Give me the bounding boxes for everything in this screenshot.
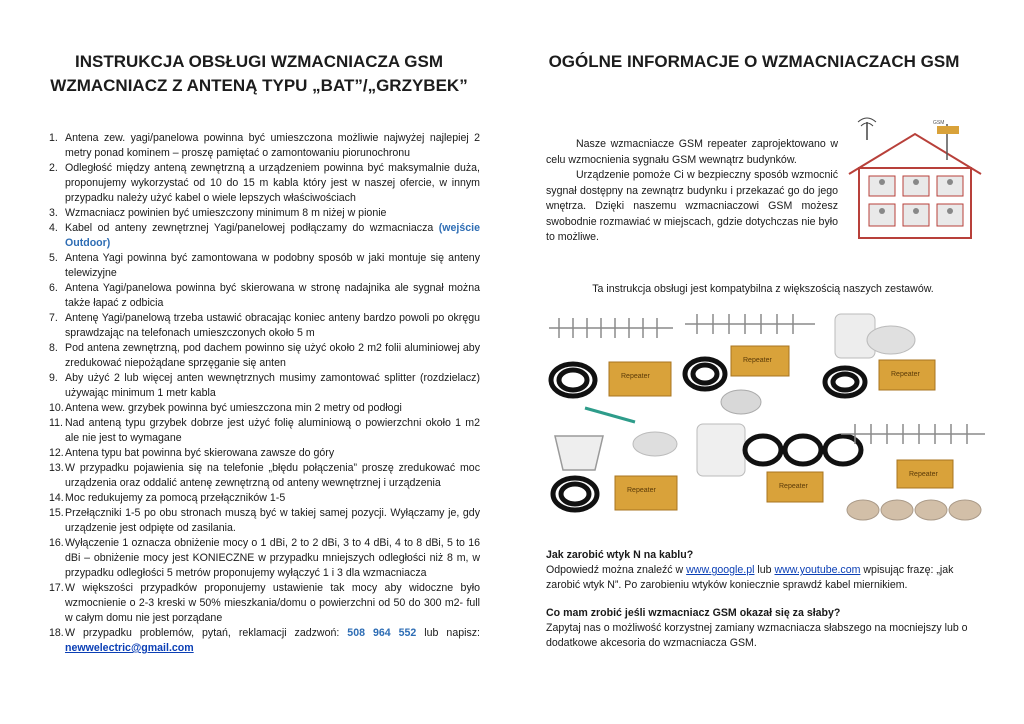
title-line-1: INSTRUKCJA OBSŁUGI WZMACNIACZA GSM bbox=[75, 52, 443, 71]
instruction-text: Kabel od anteny zewnętrznej Yagi/panelowej podłączamy do wzmacniacza bbox=[65, 222, 439, 234]
instruction-item bbox=[44, 251, 480, 281]
mushroom-antennas-group bbox=[847, 500, 981, 520]
intro-paragraph-2: Urządzenie pomoże Ci w bezpieczny sposób wzmocnić sygnał dostępny na zewnątrz budynku i przekazać go do jego wnętrza. Dzięki naszemu wzmacniaczowi GSM możesz swobodnie rozmawiać w miejscach, gdzie dotychczas nie było to możliwe. bbox=[546, 169, 838, 243]
svg-text:Repeater: Repeater bbox=[743, 357, 772, 364]
youtube-link[interactable]: www.youtube.com bbox=[774, 564, 861, 576]
instruction-text: Odległość między anteną zewnętrzną a urządzeniem powinna być maksymalnie duża, proponujemy wykorzystać od 10 do 15 m kabla który jest w naszej ofercie, w innym przypadku należy użyć kabel o wiele lepszych właściwościach bbox=[65, 162, 480, 204]
instruction-number: 15. bbox=[49, 507, 64, 519]
instruction-number: 11. bbox=[49, 417, 63, 429]
instruction-item bbox=[44, 206, 480, 221]
instruction-item bbox=[44, 311, 480, 341]
instruction-text: Moc redukujemy za pomocą przełączników 1-5 bbox=[65, 492, 286, 504]
yagi-antenna-icon-3 bbox=[841, 424, 985, 444]
instruction-item bbox=[44, 161, 480, 206]
instruction-number: 7. bbox=[49, 312, 58, 324]
instruction-text: Antena zew. yagi/panelowa powinna być umieszczona możliwie najwyżej najlepiej 2 metry ponad kominem – proszę pamiętać o zamontowaniu piorunochronu bbox=[65, 132, 480, 159]
log-periodic-antenna-icon bbox=[555, 436, 603, 470]
panel-antenna-icon-2 bbox=[697, 424, 745, 476]
instruction-number: 9. bbox=[49, 372, 58, 384]
instruction-number: 2. bbox=[49, 162, 58, 174]
svg-text:Repeater: Repeater bbox=[891, 371, 920, 378]
yagi-antenna-icon-2 bbox=[685, 314, 815, 334]
instruction-text: Wyłączenie 1 oznacza obniżenie mocy o 1 dBi, 2 to 2 dBi, 3 to 4 dBi, 4 to 8 dBi, 5 to 16 dBi – obniżenie mocy jest KONIECZNE w przypadku mniejszych odległości niż 8 m, w przypadku odległości 5 metrów proponujemy wyłączyć 1 i 3 dla wzmacniacza bbox=[65, 537, 480, 579]
title-line-2: WZMACNIACZ Z ANTENĄ TYPU „BAT”/„GRZYBEK” bbox=[50, 76, 468, 95]
general-info-column bbox=[545, 50, 981, 74]
instruction-text: W większości przypadków proponujemy ustawienie tak mocy aby widoczne było wzmocnienie o 2-3 kreski w 50% mieszkania/domu o powierzchni od 50 do 300 m2- full w całym domu nie jest porządane bbox=[65, 582, 480, 624]
instruction-text: Pod antena zewnętrzną, pod dachem powinno się użyć około 2 m2 folii aluminiowej aby zredukować niepożądane sprzęganie się anten bbox=[65, 342, 480, 369]
whip-antenna-icon bbox=[585, 408, 635, 422]
instruction-item bbox=[44, 371, 480, 401]
svg-text:Repeater: Repeater bbox=[621, 373, 650, 380]
instruction-text: Antena typu bat powinna być skierowana zawsze do góry bbox=[65, 447, 335, 459]
repeater-icon bbox=[609, 362, 671, 396]
faq-answer-1-text-b: lub bbox=[754, 564, 775, 576]
instruction-number: 16. bbox=[49, 537, 64, 549]
cable-coil-icon bbox=[551, 364, 595, 396]
mushroom-antenna-icon-2 bbox=[867, 326, 915, 354]
instruction-text: Aby użyć 2 lub więcej anten wewnętrznych musimy zamontować splitter (rozdzielacz) używając minimum 1 metr kabla bbox=[65, 372, 480, 399]
email-link[interactable]: newwelectric@gmail.com bbox=[65, 642, 194, 654]
outdoor-antenna-icon bbox=[937, 126, 959, 134]
instruction-number: 8. bbox=[49, 342, 58, 354]
instruction-highlight: (wejście Outdoor) bbox=[65, 222, 480, 249]
svg-text:Repeater: Repeater bbox=[909, 471, 938, 478]
instruction-number: 10. bbox=[49, 402, 64, 414]
instruction-text: Antena Yagi powinna być zamontowana w podobny sposób w jaki montuje się anteny telewizyjne bbox=[65, 252, 480, 279]
instruction-number: 12. bbox=[49, 447, 64, 459]
faq-question-1: Jak zarobić wtyk N na kablu? bbox=[546, 549, 694, 561]
instruction-text: Wzmacniacz powinien być umieszczony minimum 8 m niżej w pionie bbox=[65, 207, 387, 219]
instruction-item bbox=[44, 446, 480, 461]
house-gsm-label: GSM bbox=[933, 120, 945, 126]
instruction-item bbox=[44, 401, 480, 416]
instruction-item bbox=[44, 506, 480, 536]
instruction-number: 4. bbox=[49, 222, 58, 234]
mushroom-antenna-icon bbox=[721, 390, 761, 414]
instruction-number: 17. bbox=[49, 582, 64, 594]
cable-coil-icon-3 bbox=[825, 368, 865, 396]
signal-tower-icon bbox=[858, 118, 876, 140]
cable-coil-icon-4 bbox=[553, 478, 597, 510]
instruction-item bbox=[44, 131, 480, 161]
faq-answer-1-text-c: wpisując frazę: „jak zarobić wtyk N”. Po zarobieniu wtyków koniecznie sprawdź kabel miernikiem. bbox=[546, 564, 954, 591]
faq-answer-1-text-a: Odpowiedź można znaleźć w bbox=[546, 564, 687, 576]
instruction-item bbox=[44, 461, 480, 491]
instruction-item bbox=[44, 341, 480, 371]
instruction-item bbox=[44, 626, 480, 656]
phone-number[interactable]: 508 964 552 bbox=[347, 627, 417, 639]
instruction-number: 5. bbox=[49, 252, 58, 264]
instruction-number: 3. bbox=[49, 207, 58, 219]
instruction-text: Antena Yagi/panelowa powinna być skierowana w stronę nadajnika ale sygnał można także łapać z odbicia bbox=[65, 282, 480, 309]
instruction-number: 13. bbox=[49, 462, 64, 474]
instruction-text: Nad anteną typu grzybek dobrze jest użyć folię aluminiową o powierzchni około 1 m2 ale nie jest to wymagane bbox=[65, 417, 480, 444]
instruction-text: W przypadku problemów, pytań, reklamacji zadzwoń: bbox=[65, 627, 348, 639]
instruction-number: 1. bbox=[49, 132, 58, 144]
instruction-item bbox=[44, 581, 480, 626]
instructions-title bbox=[44, 50, 474, 98]
instruction-number: 14. bbox=[49, 492, 64, 504]
intro-paragraph-1: Nasze wzmacniacze GSM repeater zaprojektowano w celu wzmocnienia sygnału GSM wewnątrz budynków. bbox=[546, 138, 838, 166]
house-illustration bbox=[845, 116, 985, 242]
compatibility-note: Ta instrukcja obsługi jest kompatybilna z większością naszych zestawów. bbox=[592, 283, 934, 295]
instruction-item bbox=[44, 281, 480, 311]
yagi-antenna-icon bbox=[549, 318, 673, 338]
product-kits-illustration bbox=[545, 310, 993, 530]
svg-text:Repeater: Repeater bbox=[779, 483, 808, 490]
faq-answer-1 bbox=[546, 563, 976, 593]
instruction-text: Antenę Yagi/panelową trzeba ustawić obracając koniec anteny bardzo powoli po okręgu sprawdzając na telefonach umieszczonych około 5 m bbox=[65, 312, 480, 339]
faq-question-2: Co mam zrobić jeśli wzmacniacz GSM okazał się za słaby? bbox=[546, 607, 841, 619]
instruction-number: 6. bbox=[49, 282, 58, 294]
instruction-item bbox=[44, 416, 480, 446]
instruction-number: 18. bbox=[49, 627, 64, 639]
instruction-text-after: lub napisz: bbox=[416, 627, 480, 639]
intro-text bbox=[546, 137, 838, 246]
instructions-list bbox=[44, 131, 480, 656]
faq-section bbox=[546, 548, 976, 651]
instructions-column bbox=[44, 50, 480, 656]
mushroom-antenna-icon-3 bbox=[633, 432, 677, 456]
google-link[interactable]: www.google.pl bbox=[686, 564, 755, 576]
faq-answer-2: Zapytaj nas o możliwość korzystnej zamiany wzmacniacza słabszego na mocniejszy lub o dodatkowe akcesoria do wzmacniacza GSM. bbox=[546, 622, 968, 649]
instruction-text: W przypadku pojawienia się na telefonie „błędu połączenia” proszę zredukować moc urządzenia oraz oddalić antenę zewnętrzną od anteny wewnętrznej i urządzenia bbox=[65, 462, 480, 489]
instruction-item bbox=[44, 221, 480, 251]
general-info-title: OGÓLNE INFORMACJE O WZMACNIACZACH GSM bbox=[548, 52, 960, 71]
svg-text:Repeater: Repeater bbox=[627, 487, 656, 494]
instruction-item bbox=[44, 491, 480, 506]
cable-coil-icon-5 bbox=[745, 436, 861, 464]
instruction-item bbox=[44, 536, 480, 581]
instruction-text: Przełączniki 1-5 po obu stronach muszą być w takiej samej pozycji. Wyłączamy je, gdy urządzenie jest odpięte od zasilania. bbox=[65, 507, 480, 534]
instruction-text: Antena wew. grzybek powinna być umieszczona min 2 metry od podłogi bbox=[65, 402, 402, 414]
cable-coil-icon-2 bbox=[685, 359, 725, 389]
